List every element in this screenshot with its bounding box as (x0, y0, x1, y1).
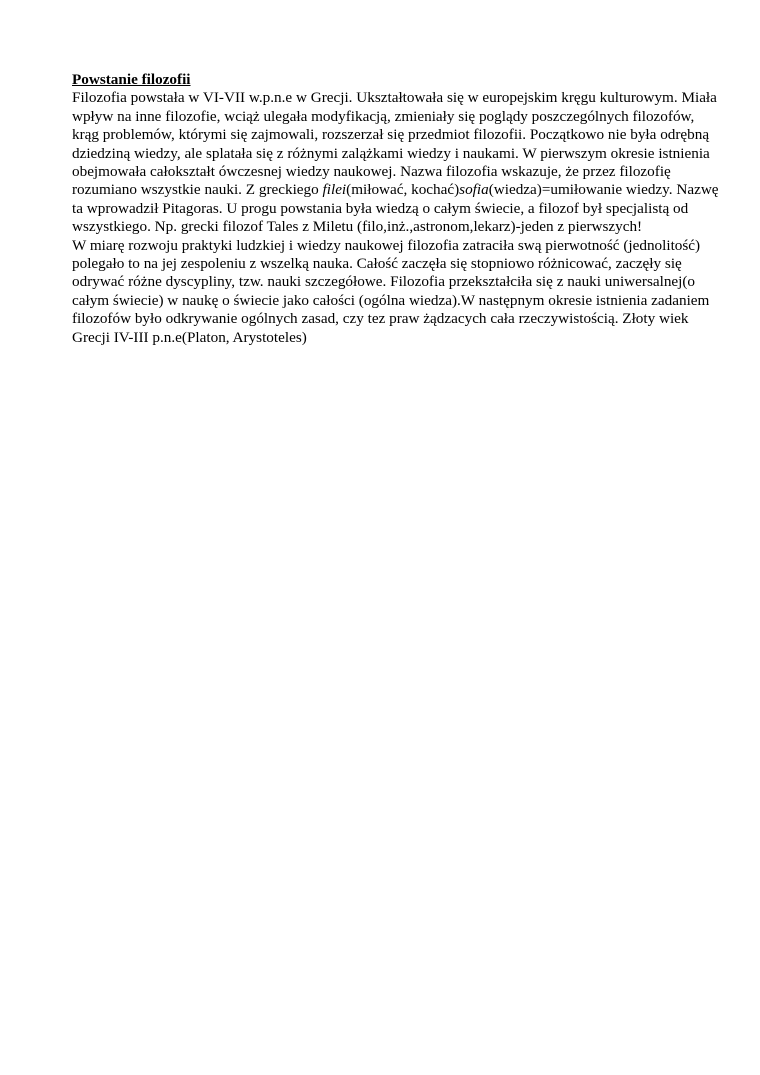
paragraph-1-italic-sofia: sofia (459, 181, 489, 199)
paragraph-1 (72, 89, 722, 236)
paragraph-2: W miarę rozwoju praktyki ludzkiej i wiedzy naukowej filozofia zatraciła swą pierwotność (jednolitość) polegało to na jej zespoleniu z wszelką nauka. Całość zaczęła się stopniowo różnicować, zaczęły się odrywać różne dyscypliny, tzw. nauki szczegółowe. Filozofia przekształciła się z nauki uniwersalnej(o całym świecie) w naukę o świecie jako całości (ogólna wiedza).W następnym okresie istnienia zadaniem filozofów było odkrywanie ogólnych zasad, czy tez praw żądzacych cała rzeczywistością. Złoty wiek Grecji IV-III p.n.e(Platon, Arystoteles) (72, 236, 710, 346)
paragraph-1-italic-filei: filei (322, 181, 347, 199)
paragraph-1-text-c: (wiedza)=umiłowanie wiedzy. Nazwę ta wprowadził Pitagoras. U progu powstania była wiedzą o całym świecie, a filozof był specjalistą od wszystkiego. Np. grecki filozof Tales z Miletu (filo,inż.,astronom,lekarz)-jeden z pierwszych! (72, 181, 719, 236)
paragraph-1-text-a: Filozofia powstała w VI-VII w.p.n.e w Grecji. Ukształtowała się w europejskim kręgu kulturowym. Miała wpływ na inne filozofie, wciąż ulegała modyfikacją, zmieniały się poglądy poszczególnych filozofów, krąg problemów, którymi się zajmowali, rozszerzał się przedmiot filozofii. Początkowo nie była odrębną dziedziną wiedzy, ale splatała się z różnymi zalążkami wiedzy i naukami. W pierwszym okresie istnienia obejmowała całokształt ówczesnej wiedzy naukowej. Nazwa filozofia wskazuje, że przez filozofię rozumiano wszystkie nauki. Z greckiego (72, 89, 717, 199)
document-title: Powstanie filozofii (72, 71, 191, 88)
paragraph-1-text-b: (miłować, kochać) (346, 181, 460, 199)
document-page (72, 71, 722, 347)
